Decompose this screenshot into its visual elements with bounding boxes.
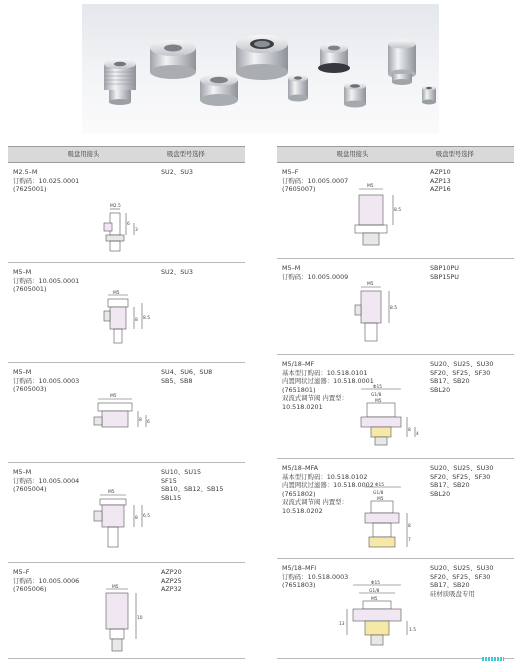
order-code: 订购码：10.005.0007	[282, 176, 349, 185]
dim-label: 8	[408, 428, 411, 433]
connector-cell	[8, 263, 159, 362]
dim-label: 8.5	[390, 306, 397, 311]
model-list: SU2、SU3	[161, 168, 193, 176]
part-number: (7605001)	[13, 285, 47, 294]
order-code: 订购码：10.005.0004	[13, 476, 80, 485]
model-list: SBL15	[161, 493, 182, 502]
page-corner-decoration	[482, 657, 504, 661]
model-list: SB5、SB8	[161, 376, 193, 385]
model-list: SU10、SU15	[161, 468, 202, 476]
part-number: (7651801)	[282, 385, 316, 394]
dim-label: 7	[408, 538, 411, 543]
dim-label: M5	[375, 399, 382, 404]
order-code: 基本型订购码：10.518.0102	[282, 472, 368, 481]
model-cell	[428, 259, 514, 354]
model-list: AZP16	[430, 185, 451, 194]
connector-text	[13, 268, 79, 294]
dim-label: M5	[371, 597, 378, 602]
model-list: SU20、SU25、SU30	[430, 564, 494, 572]
dim-label: M5	[113, 291, 120, 296]
model-list: SF20、SF25、SF30	[430, 572, 491, 581]
dim-label: M2.5	[110, 204, 121, 209]
model-list: AZP20	[161, 568, 182, 576]
connector-cell	[8, 363, 159, 462]
dim-label: 1.5	[409, 628, 416, 633]
fitting-small-1	[288, 75, 308, 102]
dim-label: 6	[147, 420, 150, 425]
fitting-threaded-left	[104, 59, 136, 105]
dim-label: 8.5	[143, 316, 150, 321]
model-list: AZP25	[161, 576, 182, 585]
table-row	[8, 163, 245, 263]
connector-cell	[277, 163, 428, 258]
connector-name: M5/18–MFI	[282, 564, 317, 572]
dim-label: G1/8	[371, 393, 382, 398]
technical-drawing	[337, 579, 427, 655]
fitting-medium-2	[200, 74, 238, 106]
dim-label: M5	[367, 184, 374, 189]
connector-name: M5/18–MF	[282, 360, 315, 368]
dim-label: 4	[416, 432, 419, 437]
model-list: SBL20	[430, 385, 451, 394]
table-header	[8, 146, 245, 163]
table-row	[277, 459, 514, 559]
technical-drawing	[100, 289, 156, 359]
connector-cell	[277, 259, 428, 354]
dim-label: M5	[110, 394, 117, 399]
table-row	[8, 363, 245, 463]
model-list: SU2、SU3	[161, 268, 193, 276]
dim-label: 13	[339, 622, 345, 627]
dim-label: 8	[139, 418, 142, 423]
table-row	[277, 559, 514, 659]
table-row	[8, 563, 245, 659]
part-number: (7651803)	[282, 581, 316, 590]
dim-label: 8	[135, 516, 138, 521]
connector-cell	[8, 463, 159, 562]
connector-cell	[277, 355, 428, 458]
model-list: SU20、SU25、SU30	[430, 360, 494, 368]
fitting-large-1	[150, 40, 196, 79]
filter-order-code: 内置网状过滤器：10.518.0001	[282, 377, 374, 386]
connector-name: M5/18–MFA	[282, 464, 319, 472]
model-list: SB17、SB20	[430, 581, 470, 590]
connector-text	[282, 264, 348, 281]
model-cell	[159, 163, 245, 262]
valve-order-code: 10.518.0201	[282, 402, 323, 411]
order-code: 订购码：10.005.0003	[13, 376, 80, 385]
dim-label: 6.5	[143, 514, 150, 519]
dim-label: G1/8	[373, 491, 384, 496]
connector-name: M5–F	[282, 168, 299, 176]
valve-label: 双流式调节阀 内置型：	[282, 498, 348, 507]
table-row	[8, 263, 245, 363]
model-list: SU4、SU6、SU8	[161, 368, 213, 376]
part-number: (7605007)	[282, 185, 316, 194]
dim-label: 10	[137, 616, 143, 621]
order-code: 订购码：10.518.0003	[282, 572, 349, 581]
connector-name: M2.5–M	[13, 168, 38, 176]
technical-drawing	[96, 583, 156, 657]
technical-drawing	[349, 279, 419, 351]
model-cell	[159, 363, 245, 462]
dim-label: 8	[135, 318, 138, 323]
connector-name: M5–M	[13, 268, 32, 276]
dim-label: M5	[377, 497, 384, 502]
connector-table-right	[277, 146, 514, 659]
model-list: SU20、SU25、SU30	[430, 464, 494, 472]
connector-cell	[8, 563, 159, 658]
part-number: (7625001)	[13, 185, 47, 194]
filter-order-code: 内置网状过滤器：10.518.0002	[282, 481, 374, 490]
fitting-medium-1	[318, 43, 350, 73]
dim-label: 8	[408, 524, 411, 529]
order-code: 订购码：10.005.0001	[13, 276, 80, 285]
connector-name: M5–M	[282, 264, 301, 272]
model-cell	[428, 559, 514, 658]
dim-label: 8.5	[394, 208, 401, 213]
part-number: (7605003)	[13, 385, 47, 394]
connector-text	[282, 464, 374, 516]
dim-label: Φ15	[373, 385, 383, 390]
fitting-tiny	[422, 86, 436, 105]
technical-drawing	[96, 204, 156, 263]
model-cell	[428, 355, 514, 458]
dim-label: M5	[367, 282, 374, 287]
connector-text	[282, 168, 348, 194]
model-cell	[428, 163, 514, 258]
dim-label: 6	[127, 222, 130, 227]
table-row	[277, 163, 514, 259]
dim-label: G1/8	[369, 589, 380, 594]
fitting-small-2	[344, 83, 366, 108]
table-row	[277, 259, 514, 355]
model-list: 硅材质吸盘专用	[430, 589, 475, 598]
order-code: 订购码：10.005.0006	[13, 576, 80, 585]
dim-label: Φ15	[375, 483, 385, 488]
model-cell	[159, 563, 245, 658]
model-list: AZP32	[161, 585, 182, 594]
dim-label: M5	[112, 585, 119, 590]
model-list: AZP10	[430, 168, 451, 176]
table-row	[277, 355, 514, 459]
order-code: 订购码：10.025.0001	[13, 176, 80, 185]
model-list: SF15	[161, 476, 177, 485]
part-number: (7651802)	[282, 489, 316, 498]
model-list: SF20、SF25、SF30	[430, 368, 491, 377]
part-number: (7605004)	[13, 485, 47, 494]
dim-label: M5	[108, 490, 115, 495]
header-connector: 吸盘用接头	[336, 151, 369, 158]
model-list: SBP15PU	[430, 272, 459, 281]
connector-cell	[277, 559, 428, 658]
product-photo	[82, 4, 439, 134]
header-connector: 吸盘用接头	[67, 151, 100, 158]
model-list: SB17、SB20	[430, 377, 470, 386]
model-list: SB17、SB20	[430, 481, 470, 490]
header-model: 吸盘型号选择	[436, 151, 474, 158]
table-header	[277, 146, 514, 163]
technical-drawing	[361, 483, 427, 559]
model-list: SF20、SF25、SF30	[430, 472, 491, 481]
model-list: SB10、SB12、SB15	[161, 485, 224, 494]
model-cell	[159, 263, 245, 362]
connector-cell	[8, 163, 159, 262]
technical-drawing	[92, 389, 156, 453]
connector-table-left	[8, 146, 245, 659]
connector-name: M5–M	[13, 368, 32, 376]
connector-text	[13, 168, 79, 194]
model-list: SBP10PU	[430, 264, 459, 272]
dim-label: 3	[135, 228, 138, 233]
model-list: AZP13	[430, 176, 451, 185]
valve-order-code: 10.518.0202	[282, 506, 323, 515]
fittings-illustration	[82, 4, 439, 134]
model-cell	[159, 463, 245, 562]
connector-name: M5–F	[13, 568, 30, 576]
dim-label: Φ15	[371, 581, 381, 586]
connector-cell	[277, 459, 428, 558]
table-row	[8, 463, 245, 563]
order-code: 订购码：10.005.0009	[282, 272, 349, 281]
model-cell	[428, 459, 514, 558]
order-code: 基本型订购码：10.518.0101	[282, 368, 368, 377]
connector-name: M5–M	[13, 468, 32, 476]
model-list: SBL20	[430, 489, 451, 498]
connector-text	[13, 568, 79, 594]
part-number: (7605006)	[13, 585, 47, 594]
technical-drawing	[349, 181, 419, 255]
fitting-tall-1	[388, 40, 416, 86]
fitting-large-2	[236, 35, 288, 80]
technical-drawing	[92, 487, 156, 559]
technical-drawing	[357, 385, 427, 457]
valve-label: 双流式调节阀 内置型：	[282, 394, 348, 403]
connector-text	[13, 468, 79, 494]
connector-text	[13, 368, 79, 394]
header-model: 吸盘型号选择	[167, 151, 205, 158]
